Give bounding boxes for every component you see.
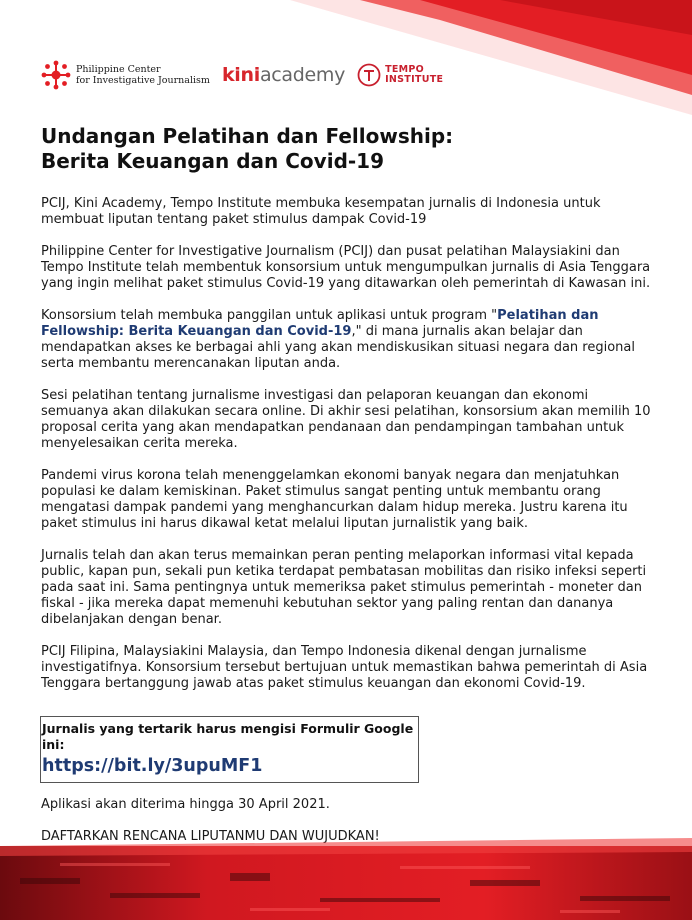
tempo-line1: TEMPO [385,63,425,75]
paragraph-intro: PCIJ, Kini Academy, Tempo Institute membuka kesempatan jurnalis di Indonesia untuk membuat liputan tentang paket stimulus dampak Covid-19 [41,196,601,227]
paragraph-journalists: Jurnalis telah dan akan terus memainkan peran penting melaporkan informasi vital kepada public, kapan pun, sekali pun ketika terdapat pembatasan mobilitas dan risiko infeksi seperti pada saat ini. Sama pentingnya untuk memeriksa paket stimulus pemerintah - moneter dan fiskal - jika mereka dapat memenuhi kebutuhan sektor yang paling rentan dan dananya dibelanjakan dengan benar. [41,548,647,627]
kiniacademy-logo [222,64,345,86]
deadline-text: Aplikasi akan diterima hingga 30 April 2021. [41,797,330,812]
title-line2: Berita Keuangan dan Covid-19 [41,149,385,173]
paragraph-partners: PCIJ Filipina, Malaysiakini Malaysia, dan Tempo Indonesia dikenal dengan jurnalisme investigatifnya. Konsorsium tersebut bertujuan untuk memastikan bahwa pemerintah di Asia Tenggara bertanggung jawab atas paket stimulus keuangan dan ekonomi Covid-19. [41,644,648,691]
program-name-highlight: Pelatihan dan Fellowship: Berita Keuangan dan Covid-19 [41,308,599,339]
pcij-line2: for Investigative Journalism [76,75,210,86]
google-form-link[interactable]: https://bit.ly/3upuMF1 [42,756,263,776]
program-text-after: ," di mana jurnalis akan belajar dan mendapatkan akses ke berbagai ahli yang akan mendiskusikan situasi negara dan regional serta membantu merencanakan liputan anda. [41,324,635,371]
document-body [41,124,655,861]
pcij-emblem-icon [40,59,72,91]
paragraph-training: Sesi pelatihan tentang jurnalisme investigasi dan pelaporan keuangan dan ekonomi semuanya akan dilakukan secara online. Di akhir sesi pelatihan, konsorsium akan memilih 10 proposal cerita yang akan mendapatkan pendanaan dan pendampingan tambahan untuk menyelesaikan cerita mereka. [41,388,651,451]
form-callout-box [40,716,419,783]
page-title [41,124,655,174]
pcij-logo [40,59,210,91]
program-text-before: Konsorsium telah membuka panggilan untuk aplikasi untuk program " [41,308,498,323]
pcij-line1: Philippine Center [76,64,161,75]
bottom-red-band-decoration [0,838,692,920]
paragraph-program [41,308,655,372]
paragraph-consortium: Philippine Center for Investigative Journalism (PCIJ) dan pusat pelatihan Malaysiakini dan Tempo Institute telah membentuk konsorsium untuk mengumpulkan jurnalis di Asia Tenggara yang ingin melihat paket stimulus Covid-19 yang ditawarkan oleh pemerintah di Kawasan ini. [41,244,651,291]
partner-logos [40,58,443,92]
kini-suffix: academy [259,64,346,86]
call-to-action: DAFTARKAN RENCANA LIPUTANMU DAN WUJUDKAN! [41,829,380,844]
kini-prefix: kini [221,64,260,86]
tempo-institute-logo [357,63,443,87]
form-label: Jurnalis yang tertarik harus mengisi Formulir Google ini: [42,721,414,752]
tempo-line2: INSTITUTE [385,74,444,85]
tempo-emblem-icon [357,63,381,87]
title-line1: Undangan Pelatihan dan Fellowship: [41,124,454,148]
paragraph-pandemic: Pandemi virus korona telah menenggelamkan ekonomi banyak negara dan menjatuhkan populasi ke dalam kemiskinan. Paket stimulus sangat penting untuk membantu orang mengatasi dampak pandemi yang menghancurkan dalam hidup mereka. Justru karena itu paket stimulus ini harus dikawal ketat melalui liputan jurnalistik yang baik. [41,468,628,531]
pcij-wordmark [76,64,210,86]
tempo-wordmark [385,65,443,86]
